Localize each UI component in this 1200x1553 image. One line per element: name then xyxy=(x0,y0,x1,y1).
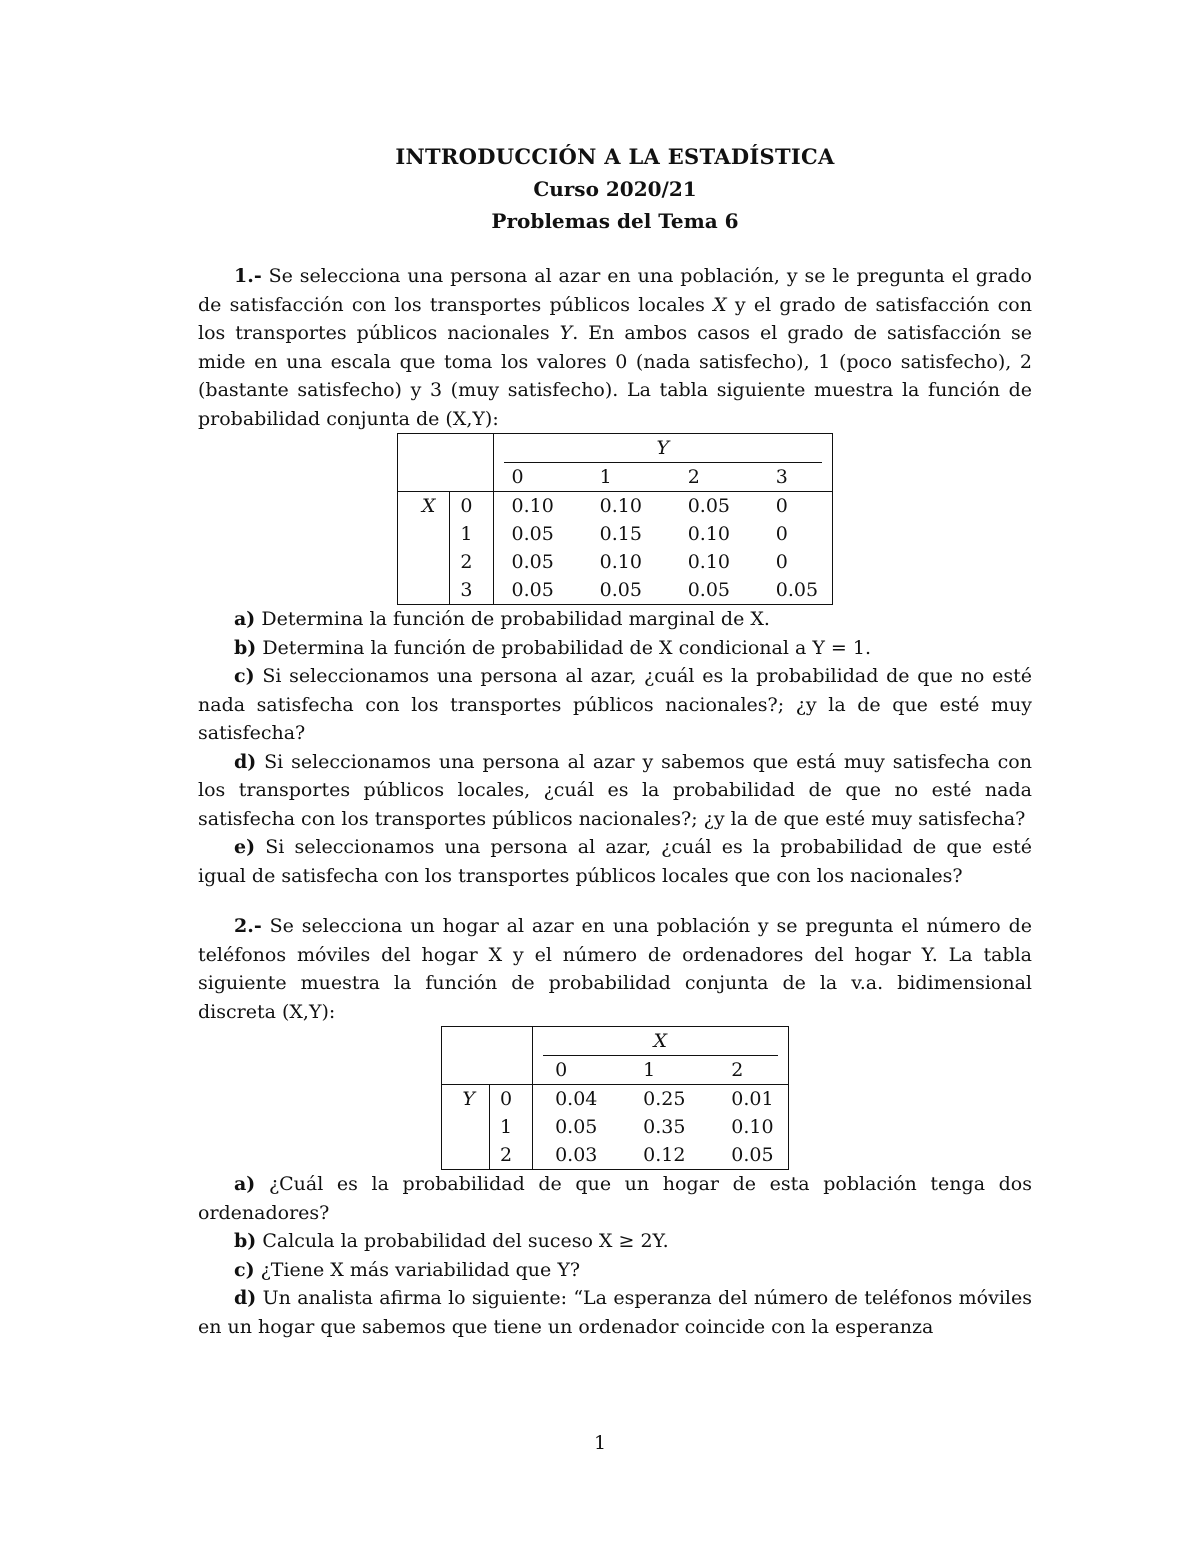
problem-1-intro xyxy=(198,262,1032,433)
table-cell: 0.05 xyxy=(687,495,731,517)
problem-1-probability-table xyxy=(397,433,833,605)
section-subtitle: Problemas del Tema 6 xyxy=(491,209,739,233)
table-cell: 0.05 xyxy=(493,520,586,548)
problem-1-row-header: 3 xyxy=(450,576,493,605)
table-cell: 0.10 xyxy=(493,492,586,521)
problem-1-row-header: 1 xyxy=(450,520,493,548)
table-cell: 0 xyxy=(775,551,788,573)
table-cell: 0.05 xyxy=(493,576,586,605)
table-cell: 0.12 xyxy=(643,1144,686,1166)
table-cell: 0.01 xyxy=(731,1088,774,1110)
table-row xyxy=(442,1113,788,1141)
table-cell: 0.05 xyxy=(533,1113,630,1141)
table-cell: 0.10 xyxy=(687,551,731,573)
table-cell: 0.05 xyxy=(775,579,819,601)
table-cell: 0.10 xyxy=(599,495,642,517)
course-label: Curso 2020/21 xyxy=(533,177,697,201)
document-header xyxy=(198,140,1032,236)
problem-2-col-header: 2 xyxy=(717,1056,788,1085)
problem-2-question-b: b) Calcula la probabilidad del suceso X ≥ 2Y. xyxy=(234,1230,669,1252)
problem-1-question-a: a) Determina la función de probabilidad marginal de X. xyxy=(234,608,770,630)
table-cell: 0.25 xyxy=(643,1088,686,1110)
problem-2-col-header: 1 xyxy=(629,1056,717,1085)
table-cell: 0.05 xyxy=(687,579,731,601)
problem-2-row-header: 2 xyxy=(489,1141,532,1170)
problem-1-intro-b: y el grado de satisfacción con los transportes públicos nacionales xyxy=(198,293,1032,344)
problem-1-question-e: e) Si seleccionamos una persona al azar, ¿cuál es la probabilidad de que esté igual de satisfecha con los transportes públicos locales que con los nacionales? xyxy=(198,836,1032,887)
table-cell: 0.15 xyxy=(599,523,642,545)
problem-1-row-header: 2 xyxy=(450,548,493,576)
problem-2-col-variable: X xyxy=(653,1030,668,1052)
table-cell: 0.10 xyxy=(687,523,731,545)
table-row xyxy=(397,576,832,605)
problem-1-intro-a: Se selecciona una persona al azar en una población, y se le pregunta el grado de satisfacción con los transportes públicos locales xyxy=(198,265,1032,316)
table-cell: 0.05 xyxy=(599,579,642,601)
problem-2-probability-table xyxy=(441,1026,788,1170)
table-row xyxy=(397,492,832,521)
page-number: 1 xyxy=(593,1432,607,1454)
problem-1-var-y: Y xyxy=(559,322,573,344)
problem-2-row-variable: Y xyxy=(462,1088,475,1110)
problem-2-question-c: c) ¿Tiene X más variabilidad que Y? xyxy=(234,1258,581,1281)
table-row xyxy=(442,1085,788,1114)
problem-1-col-header: 3 xyxy=(762,463,833,492)
problem-1-intro-c: . En ambos casos el grado de satisfacción se mide en una escala que toma los valores 0 (nada satisfecho), 1 (poco satisfecho), 2 (bastante satisfecho) y 3 (muy satisfecho). La tabla siguiente muestra la función de probabilidad conjunta de (X,Y): xyxy=(198,322,1032,430)
problem-1-var-x: X xyxy=(713,293,727,316)
problem-1-row-header: 0 xyxy=(450,492,493,521)
table-cell: 0.10 xyxy=(599,551,642,573)
problem-2-row-header: 1 xyxy=(489,1113,532,1141)
table-row xyxy=(397,548,832,576)
table-cell: 0 xyxy=(775,495,788,517)
table-cell: 0.03 xyxy=(533,1141,630,1170)
problem-1-question-c: c) Si seleccionamos una persona al azar, ¿cuál es la probabilidad de que no esté nada satisfecha con los transportes públicos nacionales?; ¿y la de que esté muy satisfecha? xyxy=(198,665,1032,744)
table-cell: 0.35 xyxy=(643,1116,686,1138)
problem-1-col-header: 0 xyxy=(493,463,586,492)
problem-2-intro: 2.- Se selecciona un hogar al azar en una población y se pregunta el número de teléfonos móviles del hogar X y el número de ordenadores del hogar Y. La tabla siguiente muestra la función de probabilidad conjunta de la v.a. bidimensional discreta (X,Y): xyxy=(198,915,1032,1023)
problem-2-row-header: 0 xyxy=(489,1085,532,1114)
table-cell: 0.10 xyxy=(731,1116,774,1138)
table-cell: 0.04 xyxy=(533,1085,630,1114)
problem-2-number: 2.- xyxy=(234,915,262,937)
problem-1-row-variable: X xyxy=(421,495,436,517)
problem-1-question-d: d) Si seleccionamos una persona al azar y sabemos que está muy satisfecha con los transportes públicos locales, ¿cuál es la probabilidad de que no esté nada satisfecha con los transportes públicos nacionales?; ¿y la de que esté muy satisfecha? xyxy=(198,750,1032,830)
table-row xyxy=(397,520,832,548)
problem-2-question-a: a) ¿Cuál es la probabilidad de que un hogar de esta población tenga dos ordenadores? xyxy=(198,1173,1032,1224)
problem-1-col-variable: Y xyxy=(656,437,670,459)
problem-1-number: 1.- xyxy=(234,265,262,287)
problem-1-col-header: 2 xyxy=(674,463,762,492)
document-page xyxy=(198,140,1032,1341)
document-title: INTRODUCCIÓN A LA ESTADÍSTICA xyxy=(395,144,835,169)
table-cell: 0.05 xyxy=(493,548,586,576)
table-cell: 0 xyxy=(775,523,788,545)
problem-1-col-header: 1 xyxy=(586,463,674,492)
table-cell: 0.05 xyxy=(731,1144,774,1166)
problem-2-col-header: 0 xyxy=(533,1056,630,1085)
table-row xyxy=(442,1141,788,1170)
problem-2-question-d: d) Un analista afirma lo siguiente: “La esperanza del número de teléfonos móviles en un hogar que sabemos que tiene un ordenador coincide con la esperanza xyxy=(198,1287,1032,1338)
problem-1-question-b: b) Determina la función de probabilidad de X condicional a Y = 1. xyxy=(234,636,871,659)
